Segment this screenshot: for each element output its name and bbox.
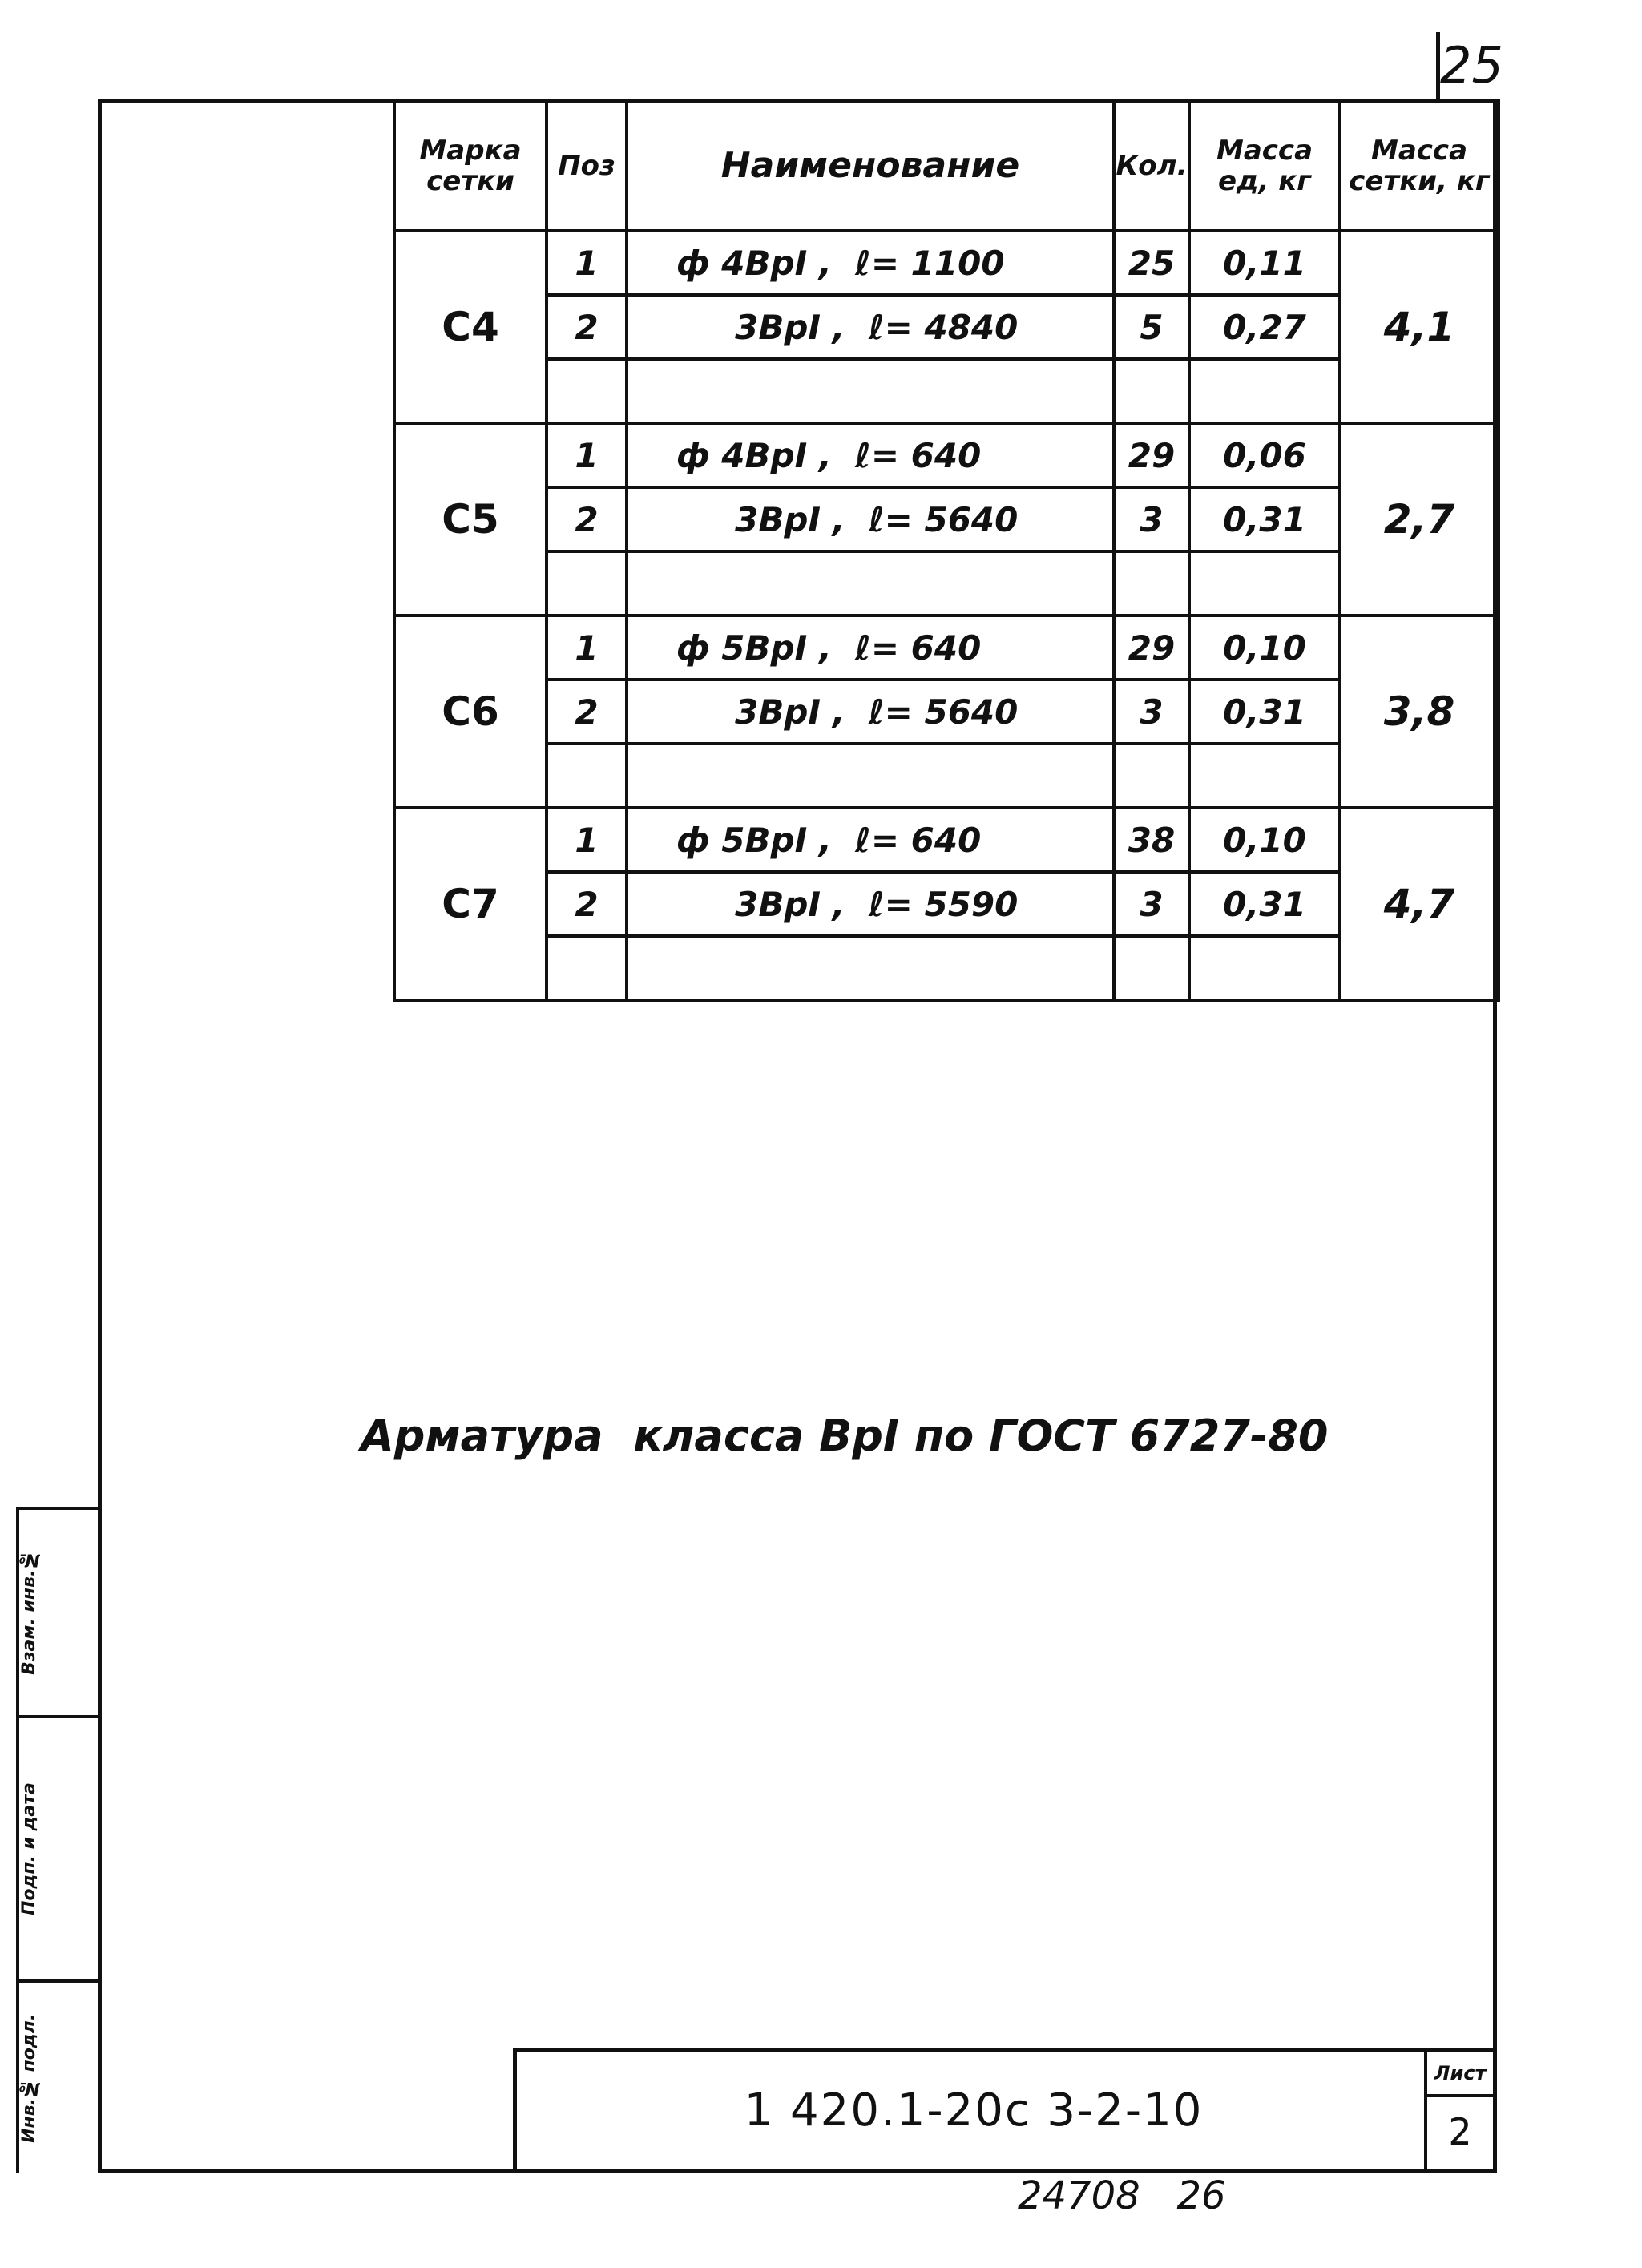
empty-cell [547,359,627,423]
table-row [394,487,1499,551]
row-qty: 29 [1114,615,1189,680]
empty-cell [547,936,627,1000]
empty-cell [1114,551,1189,615]
row-pos: 2 [547,487,627,551]
row-pos: 2 [547,680,627,744]
row-name: ф 5ВрI , ℓ= 640 [627,615,1114,680]
bottom-note: 24708 26 [1018,2173,1226,2218]
row-unit-mass: 0,11 [1189,231,1340,295]
header-mark: Марка сетки [394,101,547,231]
sheet-cell [1424,2052,1493,2169]
mesh-mark: С4 [394,231,547,423]
row-pos: 1 [547,423,627,487]
header-qty: Кол. [1114,101,1189,231]
table-header-row [394,101,1499,231]
empty-cell [1189,551,1340,615]
row-qty: 3 [1114,487,1189,551]
mesh-mass: 2,7 [1340,423,1499,615]
side-cell-signature [19,1715,101,1979]
row-qty: 29 [1114,423,1189,487]
side-label-inventory: Инв.№ подл. [19,2013,39,2143]
row-name: ф 5ВрI , ℓ= 640 [627,808,1114,872]
row-qty: 5 [1114,295,1189,359]
side-label-replacement: Взам. инв.№ [19,1549,39,1676]
table-row-empty [394,359,1499,423]
specification-table [393,99,1500,1002]
row-name: 3ВрI , ℓ= 5640 [627,487,1114,551]
empty-cell [627,936,1114,1000]
side-strip [16,1507,98,2173]
empty-cell [1114,359,1189,423]
mesh-mark: С6 [394,615,547,808]
table-row [394,295,1499,359]
row-qty: 3 [1114,872,1189,936]
header-mesh-mass: Масса сетки, кг [1340,101,1499,231]
row-qty: 38 [1114,808,1189,872]
mesh-mass: 4,1 [1340,231,1499,423]
empty-cell [627,551,1114,615]
table-row-empty [394,551,1499,615]
row-name: 3ВрI , ℓ= 5590 [627,872,1114,936]
side-label-signature: Подп. и дата [19,1782,39,1915]
row-unit-mass: 0,10 [1189,615,1340,680]
empty-cell [1114,936,1189,1000]
empty-cell [547,744,627,808]
header-unit-mass: Масса ед, кг [1189,101,1340,231]
side-cell-replacement [19,1507,101,1715]
table-row-empty [394,936,1499,1000]
row-unit-mass: 0,31 [1189,872,1340,936]
row-unit-mass: 0,06 [1189,423,1340,487]
empty-cell [627,744,1114,808]
row-qty: 3 [1114,680,1189,744]
row-pos: 1 [547,615,627,680]
row-unit-mass: 0,31 [1189,487,1340,551]
row-pos: 2 [547,872,627,936]
header-pos: Поз [547,101,627,231]
table-row [394,872,1499,936]
table-row [394,808,1499,872]
empty-cell [1114,744,1189,808]
empty-cell [547,551,627,615]
sheet-corner-number: 25 [1436,32,1497,99]
table-row [394,680,1499,744]
side-cell-inventory [19,1979,101,2173]
mesh-mark: С5 [394,423,547,615]
document-code: 1 420.1-20с 3-2-10 [744,2084,1204,2137]
mesh-mark: С7 [394,808,547,1000]
row-name: ф 4ВрI , ℓ= 640 [627,423,1114,487]
empty-cell [1189,936,1340,1000]
table-row [394,231,1499,295]
rebar-class-caption: Арматура класса ВрI по ГОСТ 6727-80 [361,1410,1329,1461]
mesh-mass: 3,8 [1340,615,1499,808]
table-row [394,423,1499,487]
table-row-empty [394,744,1499,808]
row-unit-mass: 0,27 [1189,295,1340,359]
empty-cell [627,359,1114,423]
mesh-mass: 4,7 [1340,808,1499,1000]
row-pos: 2 [547,295,627,359]
table-row [394,615,1499,680]
row-name: 3ВрI , ℓ= 4840 [627,295,1114,359]
row-qty: 25 [1114,231,1189,295]
row-name: ф 4ВрI , ℓ= 1100 [627,231,1114,295]
row-pos: 1 [547,808,627,872]
empty-cell [1189,744,1340,808]
empty-cell [1189,359,1340,423]
row-unit-mass: 0,10 [1189,808,1340,872]
row-pos: 1 [547,231,627,295]
sheet-value: 2 [1448,2110,1472,2153]
title-block [513,2048,1497,2173]
row-name: 3ВрI , ℓ= 5640 [627,680,1114,744]
sheet-label: Лист [1427,2052,1493,2097]
header-name: Наименование [627,101,1114,231]
row-unit-mass: 0,31 [1189,680,1340,744]
